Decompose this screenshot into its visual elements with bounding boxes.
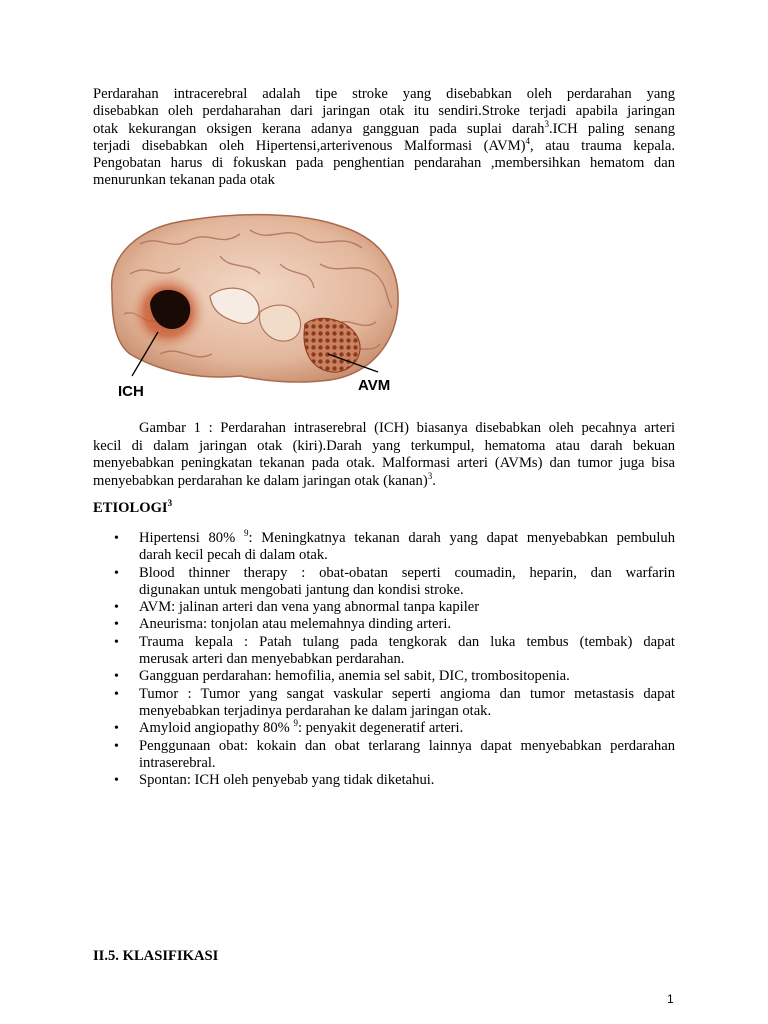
bullet-icon: • <box>114 721 119 737</box>
etiologi-item-line: AVM: jalinan arteri dan vena yang abnormal tanpa kapiler <box>139 599 480 616</box>
page-number: 1 <box>667 992 674 1006</box>
etiologi-item <box>93 530 675 565</box>
bullet-icon: • <box>114 686 119 702</box>
bullet-icon: • <box>114 617 119 633</box>
etiologi-list <box>93 530 675 789</box>
figure-caption <box>93 420 675 490</box>
bullet-icon: • <box>114 600 119 616</box>
etiologi-heading <box>93 500 172 517</box>
etiologi-item <box>93 634 675 669</box>
bullet-icon: • <box>114 738 119 754</box>
bullet-icon: • <box>114 565 119 581</box>
intro-line: disebabkan oleh perdaharahan dari jaringan otak itu sendiri.Stroke terjadi apabila jaringan <box>93 103 675 120</box>
etiologi-item-line: Hipertensi 80% $^9$: Meningkatnya tekanan darah yang dapat menyebabkan pembuluh <box>139 528 676 546</box>
brain-illustration <box>100 204 418 406</box>
reference-superscript: 9 <box>243 528 249 539</box>
etiologi-item-line: merusak arteri dan menyebabkan perdarahan. <box>139 651 405 668</box>
etiologi-item-line: Aneurisma: tonjolan atau melemahnya dinding arteri. <box>139 616 452 633</box>
etiologi-item-line: darah kecil pecah di dalam otak. <box>139 547 328 564</box>
bullet-icon: • <box>114 531 119 546</box>
intro-line: Pengobatan harus di fokuskan pada penghentian pendarahan ,membersihkan hematom dan <box>93 155 675 172</box>
intro-line: menurunkan tekanan pada otak <box>93 172 275 189</box>
etiologi-item <box>93 738 675 773</box>
caption-line: menyebabkan peningkatan tekanan pada otak. Malformasi arteri (AVMs) dan tumor juga bisa <box>93 455 675 472</box>
reference-superscript: 3 <box>544 118 549 129</box>
etiologi-item-line: Spontan: ICH oleh penyebab yang tidak diketahui. <box>139 772 435 789</box>
etiologi-item-line: Tumor : Tumor yang sangat vaskular seperti angioma dan tumor metastasis dapat <box>139 685 675 702</box>
etiologi-item-line: Amyloid angiopathy 80% $^9$: penyakit degeneratif arteri. <box>139 718 464 737</box>
section-heading: II.5. KLASIFIKASI <box>93 948 219 964</box>
bullet-icon: • <box>114 634 119 650</box>
ich-label: ICH <box>118 383 144 400</box>
etiologi-item-line: Gangguan perdarahan: hemofilia, anemia sel sabit, DIC, trombositopenia. <box>139 668 570 685</box>
caption-line: Gambar 1 : Perdarahan intraserebral (ICH) biasanya disebabkan oleh pecahnya arteri <box>139 420 675 436</box>
etiologi-item-line: Blood thinner therapy : obat-obatan seperti coumadin, heparin, dan warfarin <box>139 564 675 581</box>
caption-line: kecil di dalam jaringan otak (kiri).Darah yang terkumpul, hematoma atau darah bekuan <box>93 437 675 454</box>
etiologi-item <box>93 720 675 737</box>
reference-superscript: 9 <box>293 718 298 729</box>
etiologi-item <box>93 565 675 600</box>
bullet-icon: • <box>114 669 119 685</box>
etiologi-item-line: Trauma kepala : Patah tulang pada tengkorak dan luka tembus (tembak) dapat <box>139 633 675 650</box>
etiologi-item-line: Penggunaan obat: kokain dan obat terlarang lainnya dapat menyebabkan perdarahan <box>139 737 675 754</box>
avm-label: AVM <box>358 377 391 394</box>
etiologi-item-line: digunakan untuk mengobati jantung dan kondisi stroke. <box>139 581 464 598</box>
reference-superscript: 3 <box>427 470 433 481</box>
etiologi-heading-text: ETIOLOGI <box>93 500 168 516</box>
intro-paragraph <box>93 86 675 190</box>
etiologi-item-line: intraserebral. <box>139 754 216 771</box>
caption-line: menyebabkan perdarahan ke dalam jaringan otak (kanan)$^3$. <box>93 470 436 489</box>
intro-line: otak kekurangan oksigen kerana adanya gangguan pada suplai darah$^3$.ICH paling senang <box>93 118 675 137</box>
etiologi-item <box>93 668 675 685</box>
etiologi-item <box>93 616 675 633</box>
reference-superscript: 4 <box>525 136 531 147</box>
brain-figure <box>100 204 418 406</box>
etiologi-item-line: menyebabkan terjadinya perdarahan ke dalam jaringan otak. <box>139 702 492 719</box>
bullet-icon: • <box>114 773 119 789</box>
intro-line: Perdarahan intracerebral adalah tipe stroke yang disebabkan oleh perdarahan yang <box>93 86 675 102</box>
etiologi-item <box>93 599 675 616</box>
etiologi-item <box>93 772 675 789</box>
intro-line: terjadi disebabkan oleh Hipertensi,arterivenous Malformasi (AVM)$^4$, atau trauma kepala. <box>93 136 675 154</box>
etiologi-item <box>93 686 675 721</box>
etiologi-heading-ref: 3 <box>167 498 173 509</box>
